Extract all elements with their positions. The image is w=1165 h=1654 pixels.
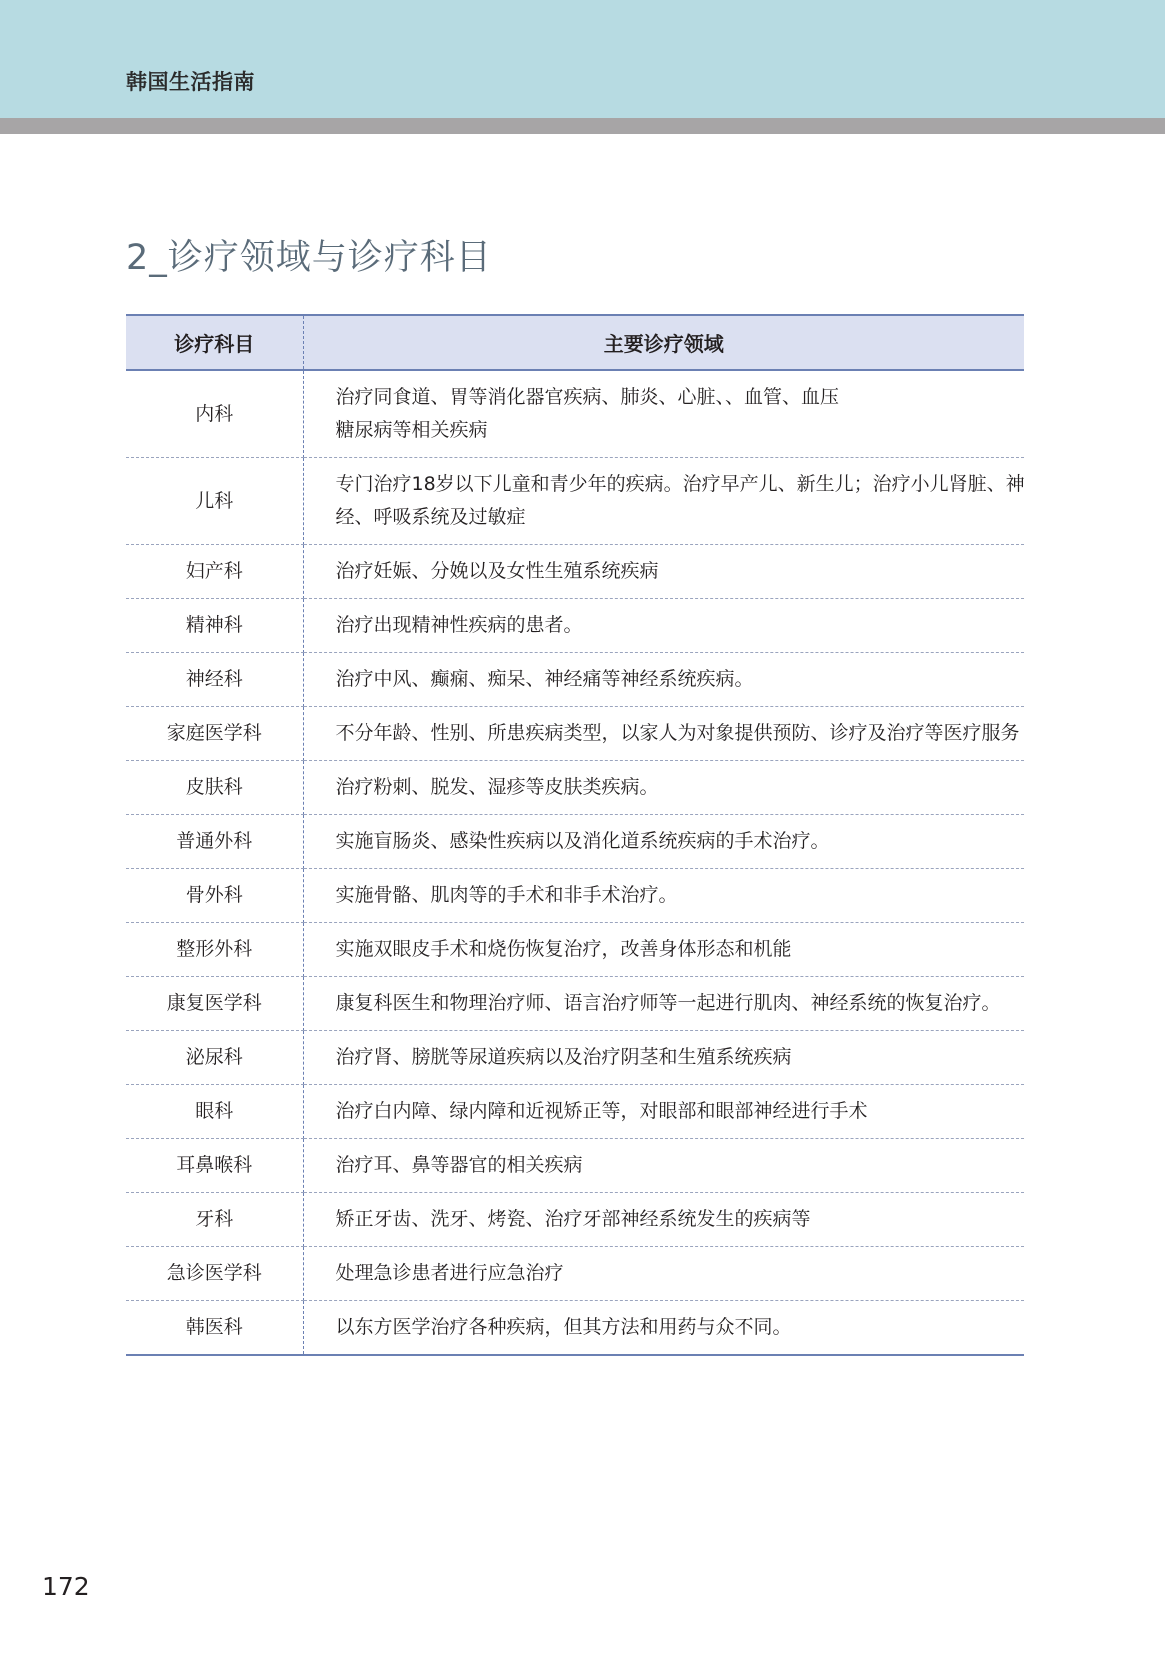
- department-description: [303, 761, 1024, 815]
- description-line: 治疗耳、鼻等器官的相关疾病: [335, 1154, 583, 1176]
- table-row: [126, 1301, 1024, 1356]
- table-row: [126, 653, 1024, 707]
- department-name: 眼科: [126, 1085, 303, 1139]
- department-table: [126, 314, 1024, 1356]
- department-description: [303, 1301, 1024, 1356]
- table-row: [126, 977, 1024, 1031]
- table-row: [126, 1247, 1024, 1301]
- department-name: 骨外科: [126, 869, 303, 923]
- description-line: 经、呼吸系统及过敏症: [335, 506, 526, 528]
- department-description: [303, 815, 1024, 869]
- table-row: [126, 1139, 1024, 1193]
- department-description: [303, 458, 1024, 545]
- department-description: [303, 1139, 1024, 1193]
- description-line: 治疗中风、癫痫、痴呆、神经痛等神经系统疾病。: [335, 668, 754, 690]
- description-line: 专门治疗18岁以下儿童和青少年的疾病。治疗早产儿、新生儿；治疗小儿肾脏、神: [335, 473, 1025, 495]
- description-line: 康复科医生和物理治疗师、语言治疗师等一起进行肌肉、神经系统的恢复治疗。: [335, 992, 1001, 1014]
- department-description: [303, 545, 1024, 599]
- department-name: 家庭医学科: [126, 707, 303, 761]
- department-description: [303, 869, 1024, 923]
- department-description: [303, 707, 1024, 761]
- department-description: [303, 1031, 1024, 1085]
- department-name: 整形外科: [126, 923, 303, 977]
- department-name: 泌尿科: [126, 1031, 303, 1085]
- table-row: [126, 458, 1024, 545]
- description-line: 糖尿病等相关疾病: [335, 419, 488, 441]
- table-body: [126, 370, 1024, 1355]
- description-line: 处理急诊患者进行应急治疗: [335, 1262, 564, 1284]
- department-name: 耳鼻喉科: [126, 1139, 303, 1193]
- table-row: [126, 599, 1024, 653]
- department-name: 内科: [126, 370, 303, 458]
- section-title: 2_诊疗领域与诊疗科目: [126, 238, 492, 278]
- department-name: 韩医科: [126, 1301, 303, 1356]
- description-line: 治疗妊娠、分娩以及女性生殖系统疾病: [335, 560, 659, 582]
- table-row: [126, 1085, 1024, 1139]
- table-row: [126, 370, 1024, 458]
- column-header-department: 诊疗科目: [126, 315, 303, 370]
- description-line: 不分年龄、性别、所患疾病类型，以家人为对象提供预防、诊疗及治疗等医疗服务: [335, 722, 1020, 744]
- description-line: 治疗白内障、绿内障和近视矫正等，对眼部和眼部神经进行手术: [335, 1100, 868, 1122]
- department-name: 神经科: [126, 653, 303, 707]
- table-row: [126, 923, 1024, 977]
- department-name: 牙科: [126, 1193, 303, 1247]
- header-divider-stripe: [0, 118, 1165, 134]
- department-description: [303, 370, 1024, 458]
- department-name: 普通外科: [126, 815, 303, 869]
- table-row: [126, 1193, 1024, 1247]
- table-header: [126, 315, 1024, 370]
- department-name: 皮肤科: [126, 761, 303, 815]
- department-name: 妇产科: [126, 545, 303, 599]
- table-row: [126, 545, 1024, 599]
- department-description: [303, 1247, 1024, 1301]
- description-line: 治疗同食道、胃等消化器官疾病、肺炎、心脏、、血管、血压: [335, 386, 840, 408]
- description-line: 实施盲肠炎、感染性疾病以及消化道系统疾病的手术治疗。: [335, 830, 830, 852]
- department-name: 急诊医学科: [126, 1247, 303, 1301]
- page-number: 172: [42, 1572, 90, 1601]
- description-line: 治疗出现精神性疾病的患者。: [335, 614, 583, 636]
- department-name: 儿科: [126, 458, 303, 545]
- description-line: 矫正牙齿、洗牙、烤瓷、治疗牙部神经系统发生的疾病等: [335, 1208, 811, 1230]
- table-row: [126, 761, 1024, 815]
- description-line: 以东方医学治疗各种疾病，但其方法和用药与众不同。: [335, 1316, 792, 1338]
- description-line: 实施骨骼、肌肉等的手术和非手术治疗。: [335, 884, 678, 906]
- department-description: [303, 1085, 1024, 1139]
- department-description: [303, 977, 1024, 1031]
- department-name: 精神科: [126, 599, 303, 653]
- department-description: [303, 923, 1024, 977]
- table-row: [126, 815, 1024, 869]
- table-row: [126, 707, 1024, 761]
- column-header-main-areas: 主要诊疗领域: [303, 315, 1024, 370]
- department-description: [303, 1193, 1024, 1247]
- table-row: [126, 869, 1024, 923]
- table-header-row: [126, 315, 1024, 370]
- description-line: 治疗粉刺、脱发、湿疹等皮肤类疾病。: [335, 776, 659, 798]
- header-band: [0, 0, 1165, 118]
- description-line: 实施双眼皮手术和烧伤恢复治疗，改善身体形态和机能: [335, 938, 792, 960]
- department-description: [303, 653, 1024, 707]
- department-name: 康复医学科: [126, 977, 303, 1031]
- description-line: 治疗肾、膀胱等尿道疾病以及治疗阴茎和生殖系统疾病: [335, 1046, 792, 1068]
- table-row: [126, 1031, 1024, 1085]
- department-description: [303, 599, 1024, 653]
- running-title: 韩国生活指南: [126, 70, 255, 94]
